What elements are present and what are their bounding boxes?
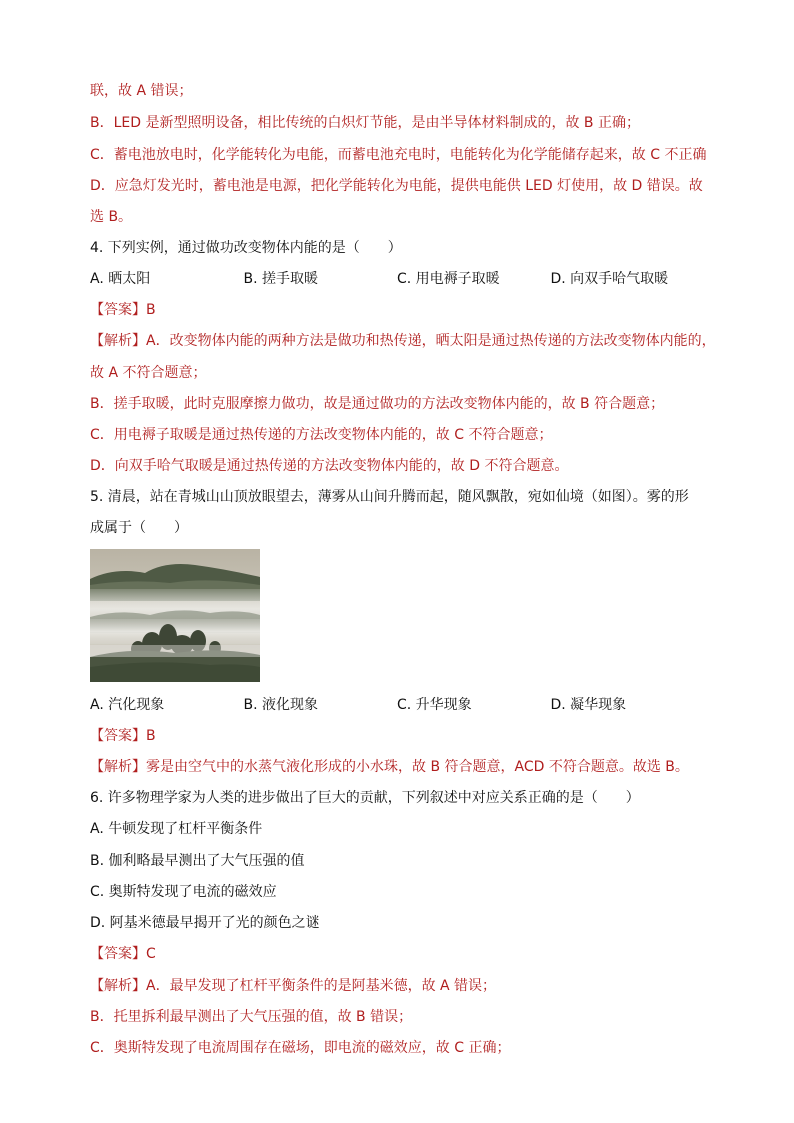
q4-expl-4: C．用电褥子取暖是通过热传递的方法改变物体内能的，故 C 不符合题意； — [90, 427, 553, 443]
fog-mountain-photo — [90, 549, 260, 682]
q5-expl-1: 【解析】雾是由空气中的水蒸气液化形成的小水珠，故 B 符合题意，ACD 不符合题意。故选 B。 — [90, 759, 689, 775]
q4-expl-5: D．向双手哈气取暖是通过热传递的方法改变物体内能的，故 D 不符合题意。 — [90, 458, 569, 474]
q6-expl-3: C．奥斯特发现了电流周围存在磁场，即电流的磁效应，故 C 正确； — [90, 1040, 511, 1056]
expl-line-5: 选 B。 — [90, 209, 133, 225]
q6-option-d: D. 阿基米德最早揭开了光的颜色之谜 — [90, 915, 320, 931]
q6-option-a: A. 牛顿发现了杠杆平衡条件 — [90, 821, 263, 837]
q5-option-b: B. 液化现象 — [243, 697, 319, 713]
q5-option-a: A. 汽化现象 — [90, 697, 165, 713]
q4-expl-2: 故 A 不符合题意； — [90, 365, 207, 381]
expl-line-1: 联，故 A 错误； — [90, 83, 193, 99]
q6-answer: 【答案】C — [90, 946, 156, 962]
q5-option-c: C. 升华现象 — [397, 697, 472, 713]
q6-option-b: B. 伽利略最早测出了大气压强的值 — [90, 853, 305, 869]
expl-line-4: D．应急灯发光时，蓄电池是电源，把化学能转化为电能，提供电能供 LED 灯使用，故 D 错误。故 — [90, 178, 703, 194]
question-6: 6. 许多物理学家为人类的进步做出了巨大的贡献，下列叙述中对应关系正确的是（ ） — [90, 790, 640, 806]
q6-option-c: C. 奥斯特发现了电流的磁效应 — [90, 884, 277, 900]
expl-line-2: B．LED 是新型照明设备，相比传统的白炽灯节能，是由半导体材料制成的，故 B 正确； — [90, 115, 640, 131]
q4-expl-3: B．搓手取暖，此时克服摩擦力做功，故是通过做功的方法改变物体内能的，故 B 符合题意； — [90, 396, 665, 412]
question-4: 4. 下列实例，通过做功改变物体内能的是（ ） — [90, 240, 402, 256]
question-4-options — [90, 269, 704, 289]
q4-option-a: A. 晒太阳 — [90, 271, 151, 287]
expl-line-3: C．蓄电池放电时，化学能转化为电能，而蓄电池充电时，电能转化为化学能储存起来，故 C 不正确 — [90, 147, 707, 163]
q4-answer: 【答案】B — [90, 302, 156, 318]
q6-expl-2: B．托里拆利最早测出了大气压强的值，故 B 错误； — [90, 1009, 413, 1025]
q4-expl-1: 【解析】A．改变物体内能的两种方法是做功和热传递，晒太阳是通过热传递的方法改变物体内能的， — [90, 333, 716, 349]
question-5-line-1: 5. 清晨，站在青城山山顶放眼望去，薄雾从山间升腾而起，随风飘散，宛如仙境（如图）。雾的形 — [90, 489, 689, 505]
q4-option-d: D. 向双手哈气取暖 — [550, 271, 669, 287]
q4-option-b: B. 搓手取暖 — [243, 271, 319, 287]
q6-expl-1: 【解析】A．最早发现了杠杆平衡条件的是阿基米德，故 A 错误； — [90, 978, 497, 994]
q4-option-c: C. 用电褥子取暖 — [397, 271, 500, 287]
question-5-line-2: 成属于（ ） — [90, 520, 188, 536]
q5-option-d: D. 凝华现象 — [550, 697, 627, 713]
question-5-options — [90, 695, 704, 715]
q5-answer: 【答案】B — [90, 728, 156, 744]
